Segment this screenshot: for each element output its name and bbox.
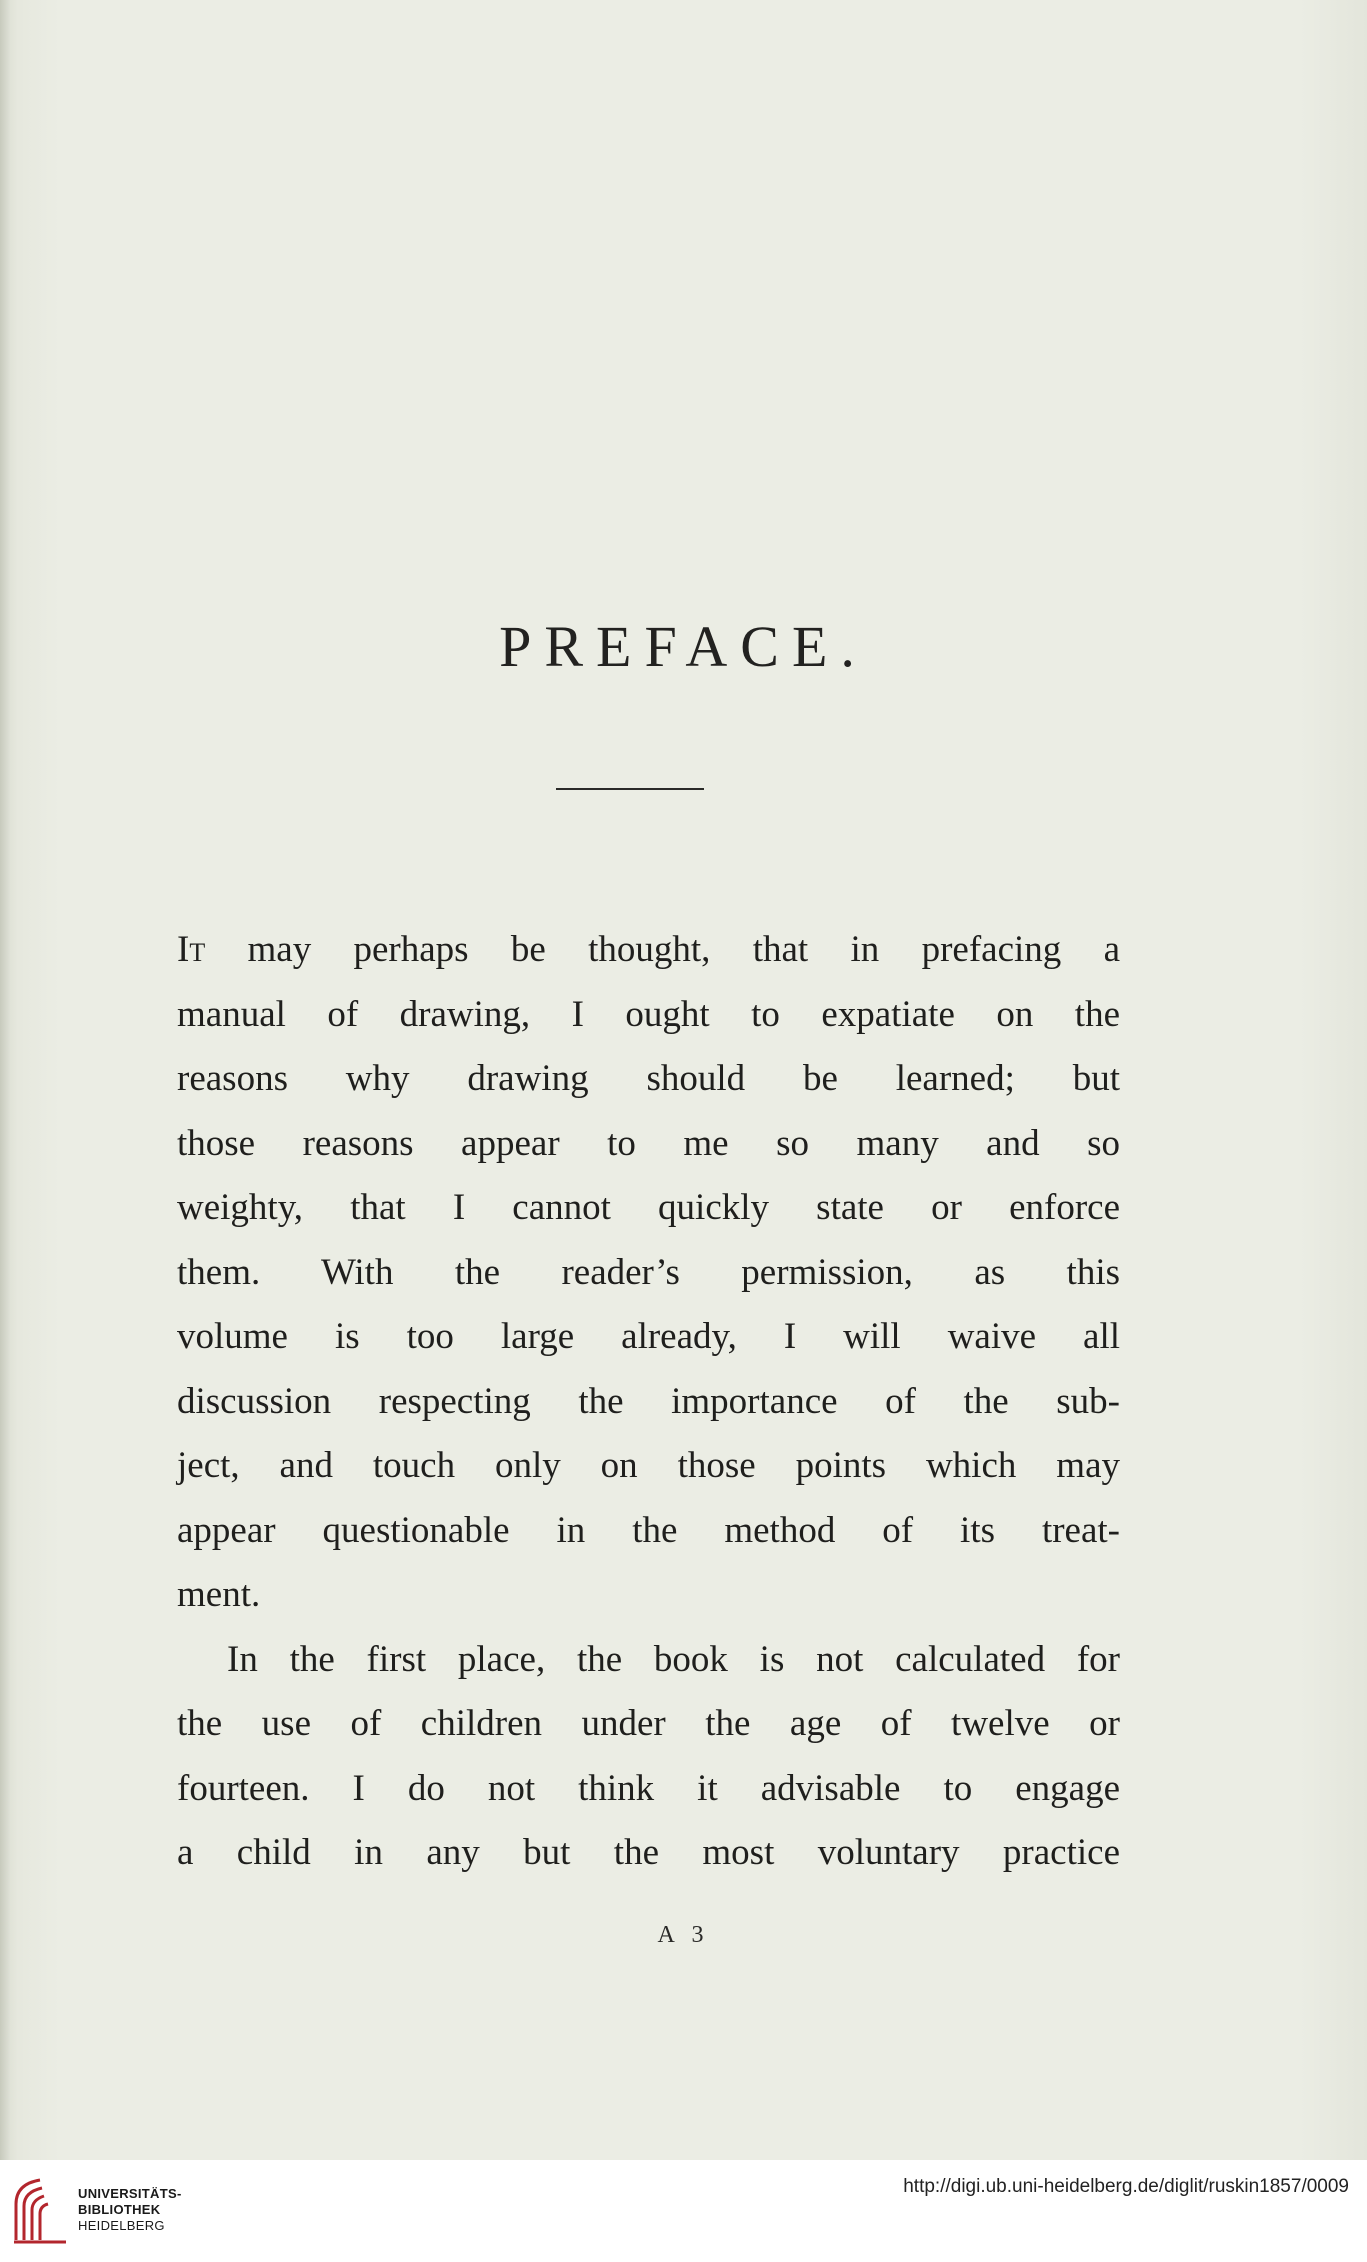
text-line: them. With the reader’s permission, as this [177,1251,1120,1293]
text-line: appear questionable in the method of its treat- [177,1509,1120,1551]
library-name: UNIVERSITÄTS- BIBLIOTHEK HEIDELBERG [78,2186,182,2233]
text-line: volume is too large already, I will waive all [177,1316,1120,1357]
text-line: a child in any but the most voluntary practice [177,1832,1120,1873]
text-line: reasons why drawing should be learned; but [177,1058,1120,1099]
library-logo-icon [10,2174,70,2246]
title-rule-divider [556,788,704,790]
text-line: manual of drawing, I ought to expatiate on the [177,993,1120,1035]
source-url-link[interactable]: http://digi.ub.uni-heidelberg.de/diglit/ruskin1857/0009 [903,2176,1349,2197]
text-line: fourteen. I do not think it advisable to engage [177,1767,1120,1809]
page-binding-edge [0,0,10,2160]
paragraph-1 [177,918,1120,1628]
text-line: It may perhaps be thought, that in prefacing a [177,929,1120,970]
digitization-footer [0,2160,1367,2262]
text-line: weighty, that I cannot quickly state or enforce [177,1187,1120,1228]
text-line: those reasons appear to me so many and so [177,1122,1120,1164]
text-line: ject, and touch only on those points which may [177,1445,1120,1486]
page-title: PREFACE. [499,614,868,679]
preface-body [177,918,1120,1886]
paragraph-2 [177,1628,1120,1886]
text-line: In the first place, the book is not calculated for [227,1638,1120,1680]
signature-mark: A 3 [657,1922,710,1948]
text-line: the use of children under the age of twelve or [177,1703,1120,1744]
text-line: discussion respecting the importance of the sub- [177,1380,1120,1422]
text-line: ment. [177,1574,261,1615]
opening-word: It [177,929,206,970]
